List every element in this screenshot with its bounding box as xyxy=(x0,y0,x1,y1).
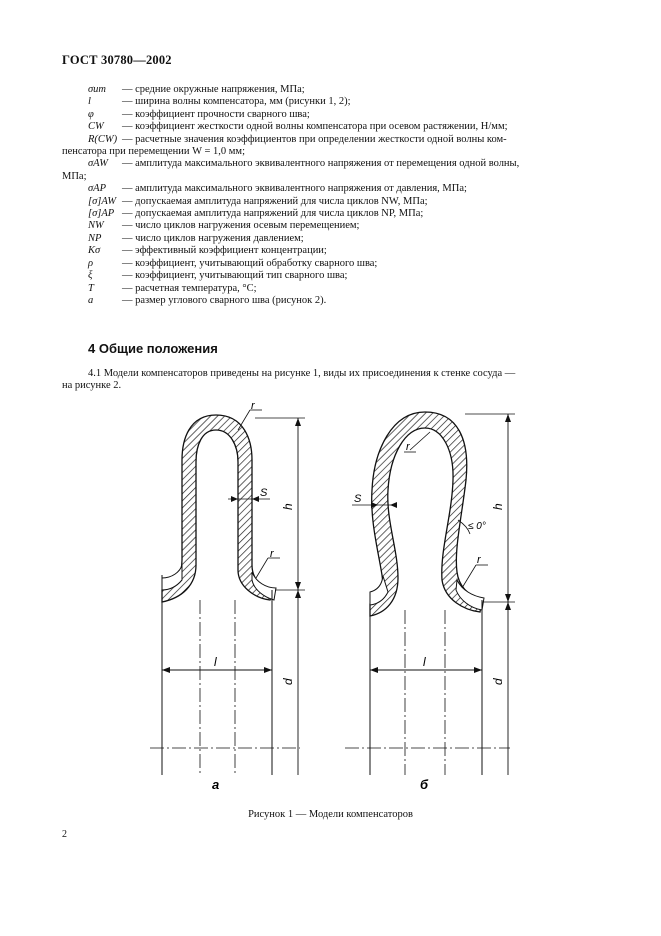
definition-description: — коэффициент, учитывающий тип сварного шва; xyxy=(122,270,348,282)
definitions-list xyxy=(62,84,608,307)
panel-b-label-s: S xyxy=(354,493,362,505)
definition-description: — эффективный коэффициент концентрации; xyxy=(122,245,327,257)
paragraph-4-1 xyxy=(62,368,608,393)
panel-a-label-r-bottom: r xyxy=(270,548,274,560)
definition-row xyxy=(88,109,608,121)
definition-row xyxy=(62,170,608,183)
definition-description: — число циклов нагружения осевым перемещением; xyxy=(122,220,360,232)
panel-b-drawing xyxy=(345,412,515,792)
definition-symbol: R(CW) xyxy=(88,133,118,145)
definition-description: — коэффициент жесткости одной волны компенсатора при осевом растяжении, Н/мм; xyxy=(122,121,508,133)
panel-a-label-d: d xyxy=(281,678,295,685)
definition-symbol: [σ]AW xyxy=(88,195,117,207)
panel-b-label-angle: ≤ 0° xyxy=(468,521,486,532)
definition-description: — амплитуда максимального эквивалентного напряжения от перемещения одной волны, xyxy=(122,158,520,170)
definition-row xyxy=(88,283,608,295)
paragraph-line-1: 4.1 Модели компенсаторов приведены на рисунке 1, виды их присоединения к стенке сосуда — xyxy=(88,368,516,379)
definition-row xyxy=(88,134,608,146)
panel-b-label-h: h xyxy=(491,503,505,510)
definition-row xyxy=(88,258,608,270)
definition-continuation: МПа; xyxy=(62,170,87,182)
definition-symbol: CW xyxy=(88,121,104,133)
definition-row xyxy=(88,183,608,195)
definition-symbol: σAW xyxy=(88,158,108,170)
definition-description: — средние окружные напряжения, МПа; xyxy=(122,84,305,95)
definition-symbol: ξ xyxy=(88,270,93,282)
panel-b-label-d: d xyxy=(491,678,505,685)
panel-a-drawing xyxy=(150,400,305,792)
definition-continuation: пенсатора при перемещении W = 1,0 мм; xyxy=(62,146,245,158)
definition-description: — расчетные значения коэффициентов при определении жесткости одной волны ком- xyxy=(122,133,507,145)
definition-symbol: φ xyxy=(88,108,94,120)
definition-symbol: T xyxy=(88,282,94,294)
panel-a-label: а xyxy=(212,777,220,792)
panel-a-label-l: l xyxy=(214,655,217,669)
definition-row xyxy=(88,196,608,208)
definition-symbol: σAP xyxy=(88,183,107,195)
definition-symbol: ρ xyxy=(88,257,94,269)
panel-b-label-r-top: r xyxy=(406,441,410,453)
document-header: ГОСТ 30780—2002 xyxy=(62,53,172,67)
definition-row xyxy=(62,146,608,158)
definition-description: — размер углового сварного шва (рисунок 2). xyxy=(122,294,327,306)
panel-b-wall xyxy=(370,412,482,616)
definition-symbol: a xyxy=(88,294,94,306)
definition-description: — коэффициент, учитывающий обработку сварного шва; xyxy=(122,257,378,269)
definition-row xyxy=(88,220,608,232)
figure-1-compensators xyxy=(120,400,540,805)
definition-symbol: σum xyxy=(88,84,107,95)
definition-description: — расчетная температура, °С; xyxy=(122,282,257,294)
definition-row xyxy=(88,295,608,307)
definition-symbol: [σ]AP xyxy=(88,208,115,220)
panel-b-label-l: l xyxy=(423,655,426,669)
definition-symbol: l xyxy=(88,96,91,108)
definition-description: — коэффициент прочности сварного шва; xyxy=(122,108,310,120)
definition-row xyxy=(88,158,608,170)
definition-symbol: Kσ xyxy=(88,245,101,257)
figure-caption: Рисунок 1 — Модели компенсаторов xyxy=(248,809,413,820)
panel-a-label-r-top: r xyxy=(251,400,255,412)
definition-symbol: NP xyxy=(88,232,102,244)
definition-row xyxy=(88,84,608,96)
definition-description: — ширина волны компенсатора, мм (рисунки 1, 2); xyxy=(122,96,351,108)
definition-row xyxy=(88,121,608,133)
page-number: 2 xyxy=(62,829,67,840)
definition-description: — допускаемая амплитуда напряжений для числа циклов NW, МПа; xyxy=(122,195,428,207)
panel-a-label-h: h xyxy=(281,503,295,510)
definition-row xyxy=(88,233,608,245)
panel-b-label-r-bottom: r xyxy=(477,554,481,566)
definition-row xyxy=(88,245,608,257)
definition-symbol: NW xyxy=(88,220,104,232)
definition-row xyxy=(88,208,608,220)
definition-description: — амплитуда максимального эквивалентного напряжения от давления, МПа; xyxy=(122,183,467,195)
definition-description: — допускаемая амплитуда напряжений для числа циклов NP, МПа; xyxy=(122,208,424,220)
panel-b-label: б xyxy=(420,777,429,792)
definition-description: — число циклов нагружения давлением; xyxy=(122,232,304,244)
definition-row xyxy=(88,270,608,282)
paragraph-line-2: на рисунке 2. xyxy=(62,380,122,392)
definition-row xyxy=(88,96,608,108)
panel-a-label-s: S xyxy=(260,487,268,499)
section-title: 4 Общие положения xyxy=(88,341,218,356)
